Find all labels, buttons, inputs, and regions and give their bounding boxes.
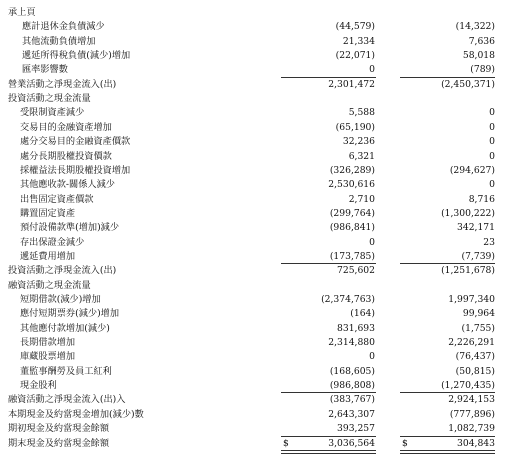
value-current-year: (299,764): [329, 207, 375, 219]
total-rule: [281, 263, 376, 264]
value-current-year: 725,602: [337, 265, 375, 277]
value-current-year: 2,643,307: [328, 408, 375, 420]
value-prior-year: 58,018: [462, 50, 495, 62]
row-label: 本期現金及約當現金增加(減少)數: [8, 408, 144, 420]
value-prior-year: (789): [470, 64, 495, 76]
value-prior-year: 99,964: [462, 308, 495, 320]
value-prior-year: (1,251,678): [441, 265, 495, 277]
row-label: 應付短期票券(減少)增加: [20, 308, 120, 320]
row-label: 應計退休金負債減少: [22, 21, 105, 33]
statement-row: [0, 250, 515, 264]
statement-row: [0, 207, 515, 221]
value-current-year: 831,693: [337, 322, 375, 334]
statement-row: [0, 322, 515, 336]
statement-row: [0, 293, 515, 307]
row-label: 短期借款(減少)增加: [20, 294, 101, 305]
value-prior-year: 2,924,153: [448, 394, 495, 406]
value-prior-year: (14,322): [455, 21, 495, 33]
row-label: 庫藏股票增加: [20, 351, 76, 363]
statement-row: [0, 264, 515, 278]
row-label: 投資活動之現金流量: [8, 93, 91, 105]
value-current-year: 3,036,564: [328, 437, 375, 449]
value-current-year: (383,767): [329, 394, 375, 406]
row-label: 預付設備款準(增加)減少: [20, 222, 120, 234]
value-current-year: 2,314,880: [328, 337, 375, 349]
value-current-year: 2,710: [348, 193, 375, 205]
value-current-year: (168,605): [329, 365, 375, 377]
value-prior-year: 0: [489, 121, 495, 133]
value-prior-year: 0: [489, 150, 495, 162]
statement-row: [0, 135, 515, 149]
value-current-year: 0: [369, 236, 375, 248]
row-label: 存出保證金減少: [20, 236, 85, 248]
value-prior-year: (294,627): [449, 164, 495, 176]
row-label: 其他應付款增加(減少): [20, 322, 110, 334]
row-label: 購置固定資產: [20, 207, 76, 219]
statement-row: [0, 164, 515, 178]
value-prior-year: 0: [489, 179, 495, 191]
statement-row: [0, 422, 515, 436]
row-label: 長期借款增加: [20, 337, 76, 349]
statement-row: [0, 121, 515, 135]
grand-total-double-rule: [281, 450, 376, 454]
row-label: 其他應收款-關係人減少: [20, 179, 115, 191]
total-rule: [400, 263, 495, 264]
value-current-year: (22,071): [335, 50, 375, 62]
row-label: 處分交易目的金融資產價款: [20, 136, 131, 148]
row-label: 投資活動之淨現金流入(出): [8, 265, 117, 277]
total-rule: [400, 77, 495, 78]
value-prior-year: (76,437): [455, 351, 495, 363]
row-label: 承上頁: [8, 7, 36, 18]
value-prior-year: 1,082,739: [448, 423, 495, 435]
statement-row: [0, 365, 515, 379]
statement-row: [0, 49, 515, 63]
statement-row: [0, 379, 515, 393]
value-prior-year: (2,450,371): [441, 78, 495, 90]
value-prior-year: 23: [483, 236, 495, 248]
statement-row: [0, 150, 515, 164]
row-label: 融資活動之現金流量: [8, 279, 91, 291]
value-prior-year: 0: [489, 136, 495, 148]
value-prior-year: (50,815): [455, 365, 495, 377]
value-current-year: (326,289): [329, 164, 375, 176]
value-current-year: (986,808): [329, 380, 375, 392]
grand-total-double-rule: [400, 450, 495, 454]
row-label: 董監事酬勞及員工紅利: [20, 365, 112, 377]
value-prior-year: (1,300,222): [441, 207, 495, 219]
row-label: 其他流動負債增加: [22, 35, 96, 47]
statement-row: [0, 393, 515, 407]
row-label: 期末現金及約當現金餘額: [8, 437, 110, 449]
row-label: 處分長期股權投資價款: [20, 150, 112, 162]
value-current-year: 2,530,616: [328, 179, 375, 191]
total-rule: [400, 436, 495, 437]
currency-symbol: $: [283, 437, 289, 449]
value-current-year: 21,334: [342, 35, 375, 47]
value-current-year: (2,374,763): [321, 294, 375, 305]
value-prior-year: (1,270,435): [441, 380, 495, 392]
total-rule: [281, 392, 376, 393]
statement-row: [0, 20, 515, 34]
value-current-year: (173,785): [329, 250, 375, 262]
value-current-year: 32,236: [342, 136, 375, 148]
value-prior-year: (7,739): [461, 250, 495, 262]
currency-symbol: $: [402, 437, 408, 449]
statement-row: [0, 279, 515, 293]
row-label: 受限制資產減少: [20, 107, 85, 119]
row-label: 營業活動之淨現金流入(出): [8, 78, 117, 90]
statement-row: [0, 336, 515, 350]
statement-row: [0, 63, 515, 77]
value-prior-year: 1,997,340: [448, 294, 495, 305]
value-current-year: 393,257: [337, 423, 375, 435]
statement-row: [0, 92, 515, 106]
value-current-year: 0: [369, 351, 375, 363]
statement-row: [0, 221, 515, 235]
statement-row: [0, 408, 515, 422]
row-label: 遞延費用增加: [20, 250, 76, 262]
value-prior-year: 8,716: [468, 193, 495, 205]
total-rule: [281, 77, 376, 78]
row-label: 融資活動之淨現金流入(出)入: [8, 394, 126, 406]
value-prior-year: 2,226,291: [448, 337, 495, 349]
value-current-year: (986,841): [329, 222, 375, 234]
value-current-year: (44,579): [335, 21, 375, 33]
row-label: 遞延所得稅負債(減少)增加: [22, 50, 131, 62]
statement-row: [0, 236, 515, 250]
row-label: 出售固定資產價款: [20, 193, 94, 205]
value-current-year: 0: [369, 64, 375, 76]
statement-row: [0, 437, 515, 451]
statement-row: [0, 6, 515, 20]
row-label: 現金股利: [20, 380, 57, 392]
value-prior-year: 7,636: [468, 35, 495, 47]
value-current-year: 2,301,472: [328, 78, 375, 90]
statement-row: [0, 106, 515, 120]
total-rule: [281, 436, 376, 437]
statement-row: [0, 307, 515, 321]
value-prior-year: 342,171: [457, 222, 495, 234]
statement-row: [0, 350, 515, 364]
statement-row: [0, 178, 515, 192]
statement-row: [0, 78, 515, 92]
value-current-year: 5,588: [348, 107, 375, 119]
value-prior-year: (1,755): [461, 322, 495, 334]
value-current-year: (65,190): [335, 121, 375, 133]
total-rule: [400, 392, 495, 393]
value-current-year: 6,321: [348, 150, 375, 162]
row-label: 採權益法長期股權投資增加: [20, 164, 131, 176]
row-label: 匯率影響數: [22, 64, 68, 76]
statement-row: [0, 35, 515, 49]
statement-row: [0, 193, 515, 207]
value-prior-year: (777,896): [449, 408, 495, 420]
value-prior-year: 0: [489, 107, 495, 119]
row-label: 交易目的金融資產增加: [20, 121, 112, 133]
row-label: 期初現金及約當現金餘額: [8, 423, 110, 435]
value-prior-year: 304,843: [457, 437, 495, 449]
value-current-year: (164): [350, 308, 375, 320]
